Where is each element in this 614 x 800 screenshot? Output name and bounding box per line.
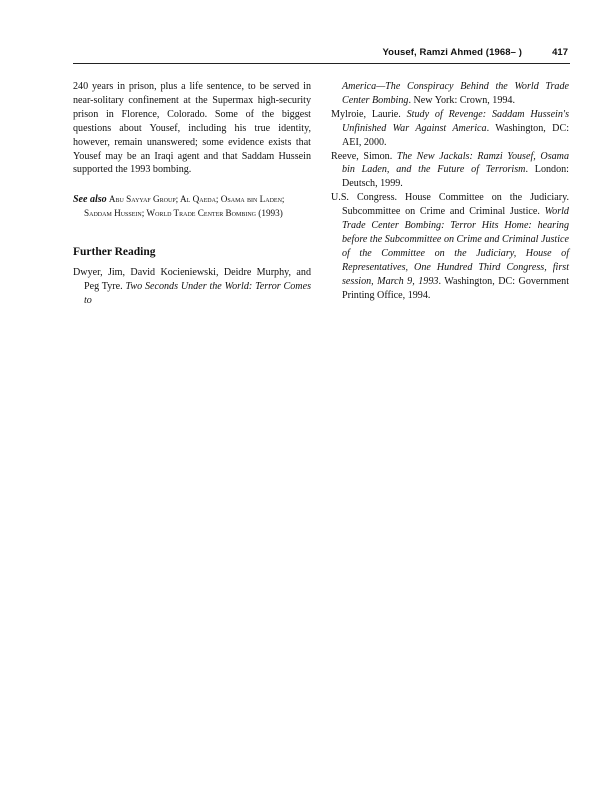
reference-item (331, 108, 569, 150)
reference-title: The New Jackals: Ramzi Yousef, Osama bin Laden, and the Future of Terrorism (342, 150, 570, 176)
reference-title: Study of Revenge: Saddam Hussein's Unfinished War Against America (342, 108, 569, 134)
body-paragraph: 240 years in prison, plus a life sentence, to be served in near-solitary confinement at the Supermax high-security prison in Florence, Colorado. Some of the biggest questions about Yousef, including his true identity, however, remain unanswered; some evidence exists that Yousef may be an Iraqi agent and that Saddam Hussein supported the 1993 bombing. (73, 81, 311, 176)
reference-publication: . London: Deutsch, 1999. (342, 164, 569, 190)
further-reading-heading: Further Reading (73, 246, 156, 259)
reference-continuation (331, 80, 569, 108)
reference-item (73, 266, 311, 308)
reference-title: World Trade Center Bombing: Terror Hits Home: hearing before the Subcommittee on Crime and Criminal Justice of the Committee on the Judiciary, House of Representatives, One Hundred Third Congress, first session, March 9, 1993 (342, 206, 569, 287)
reference-authors: Mylroie, Laurie. (331, 108, 401, 120)
reference-authors: Reeve, Simon. (331, 150, 393, 162)
reference-publication: . New York: Crown, 1994. (408, 94, 516, 106)
reference-publication: . Washington, DC: AEI, 2000. (342, 122, 569, 148)
see-also-refs: Abu Sayyaf Group; Al Qaeda; Osama bin Laden; Saddam Hussein; World Trade Center Bombing (84, 194, 285, 218)
page-number: 417 (552, 47, 568, 58)
reference-authors: U.S. Congress. House Committee on the Judiciary. Subcommittee on Crime and Criminal Justice. (331, 192, 569, 218)
left-column (73, 80, 311, 308)
running-header-title: Yousef, Ramzi Ahmed (1968– ) (382, 47, 522, 58)
see-also-suffix: (1993) (258, 207, 283, 218)
reference-publication: . Washington, DC: Government Printing Office, 1994. (342, 275, 569, 301)
reference-item (331, 191, 569, 302)
right-column (331, 80, 569, 303)
see-also-label: See also (73, 194, 107, 206)
running-header (73, 44, 570, 64)
reference-title: Two Seconds Under the World: Terror Comes to (84, 280, 311, 306)
reference-item (331, 150, 569, 192)
reference-authors: Dwyer, Jim, David Kocieniewski, Deidre Murphy, and Peg Tyre. (73, 267, 311, 292)
see-also (73, 193, 311, 220)
reference-title: America—The Conspiracy Behind the World Trade Center Bombing (342, 81, 569, 106)
